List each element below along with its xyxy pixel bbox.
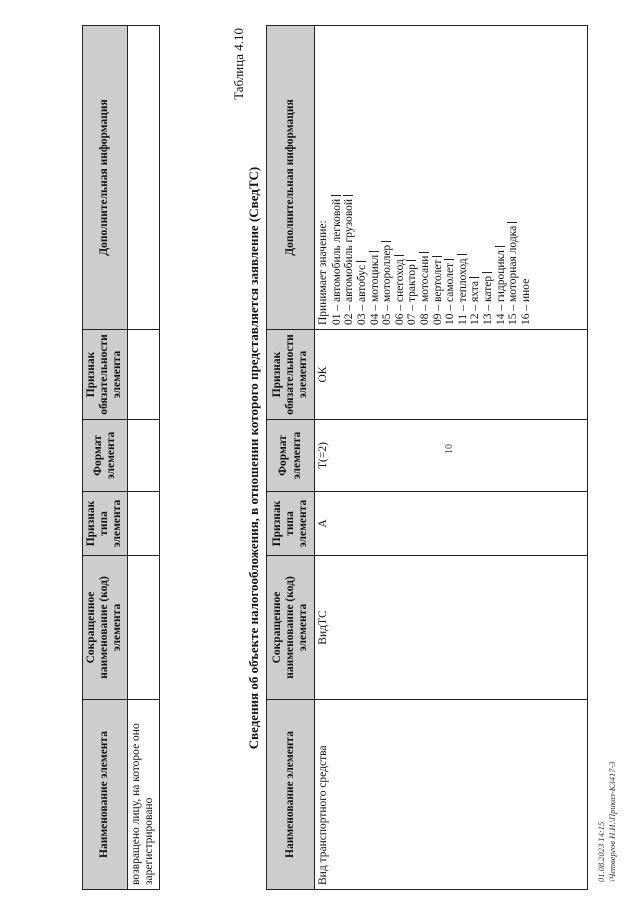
stamp-datetime: 01.08.2023 14:15 (596, 821, 606, 882)
list-item: 12 – яхта (469, 30, 482, 325)
list-item: 15 – моторная лодка (507, 30, 520, 325)
stamp-author: \Четвергов Н.И.\Приказ-К3417-3 (607, 761, 617, 882)
header-element-code: Сокращенное наименование (код) элемента (83, 556, 128, 700)
cell-element-required: ОК (315, 330, 588, 420)
cell-element-name: возвращено лицу, на которое оно зарегистрировано (127, 700, 160, 890)
list-item: 08 – мотосани (419, 30, 432, 325)
continuation-table (82, 25, 160, 890)
list-item: 14 – гидроцикл (495, 30, 508, 325)
table-row (127, 26, 160, 890)
list-item: 01 – автомобиль легковой (331, 30, 344, 325)
header-element-format: Формат элемента (267, 420, 315, 492)
list-item: 09 – вертолет (432, 30, 445, 325)
header-element-name: Наименование элемента (83, 700, 128, 890)
header-element-type: Признак типа элемента (267, 492, 315, 556)
cell-element-name: Вид транспортного средства (315, 700, 588, 890)
list-item: 16 – иное (519, 278, 532, 325)
table-number: Таблица 4.10 (231, 28, 246, 100)
header-element-format: Формат элемента (83, 420, 128, 492)
header-row (267, 26, 315, 890)
cell-additional-info (127, 26, 160, 330)
print-stamp (596, 761, 618, 882)
header-additional-info: Дополнительная информация (267, 26, 315, 330)
vehicle-info-table (266, 25, 588, 890)
list-item: 05 – мотороллер (381, 30, 394, 325)
vehicle-type-list (331, 30, 533, 325)
page-number: 10 (444, 444, 455, 454)
cell-element-format: T(=2) (315, 420, 588, 492)
header-element-code: Сокращенное наименование (код) элемента (267, 556, 315, 700)
list-item: 02 – автомобиль грузовой (343, 30, 356, 325)
list-item: 11 – теплоход (457, 30, 470, 325)
header-element-type: Признак типа элемента (83, 492, 128, 556)
list-item: 10 – самолет (444, 30, 457, 325)
list-item: 07 – трактор (406, 30, 419, 325)
cell-element-code: ВидТС (315, 556, 588, 700)
header-element-name: Наименование элемента (267, 700, 315, 890)
cell-element-format (127, 420, 160, 492)
list-item: 04 – мотоцикл (369, 30, 382, 325)
list-item: 03 – автобус (356, 30, 369, 325)
header-element-required: Признак обязательности элемента (83, 330, 128, 420)
cell-additional-info (315, 26, 588, 330)
header-element-required: Признак обязательности элемента (267, 330, 315, 420)
info-intro: Принимает значение: (317, 220, 329, 325)
cell-element-type: А (315, 492, 588, 556)
header-row (83, 26, 128, 890)
table-caption: Сведения об объекте налогообложения, в отношении которого представляется заявление (СведТС) (246, 166, 261, 750)
list-item: 06 – снегоход (394, 30, 407, 325)
cell-element-required (127, 330, 160, 420)
list-item: 13 – катер (482, 30, 495, 325)
cell-element-code (127, 556, 160, 700)
cell-element-type (127, 492, 160, 556)
header-additional-info: Дополнительная информация (83, 26, 128, 330)
